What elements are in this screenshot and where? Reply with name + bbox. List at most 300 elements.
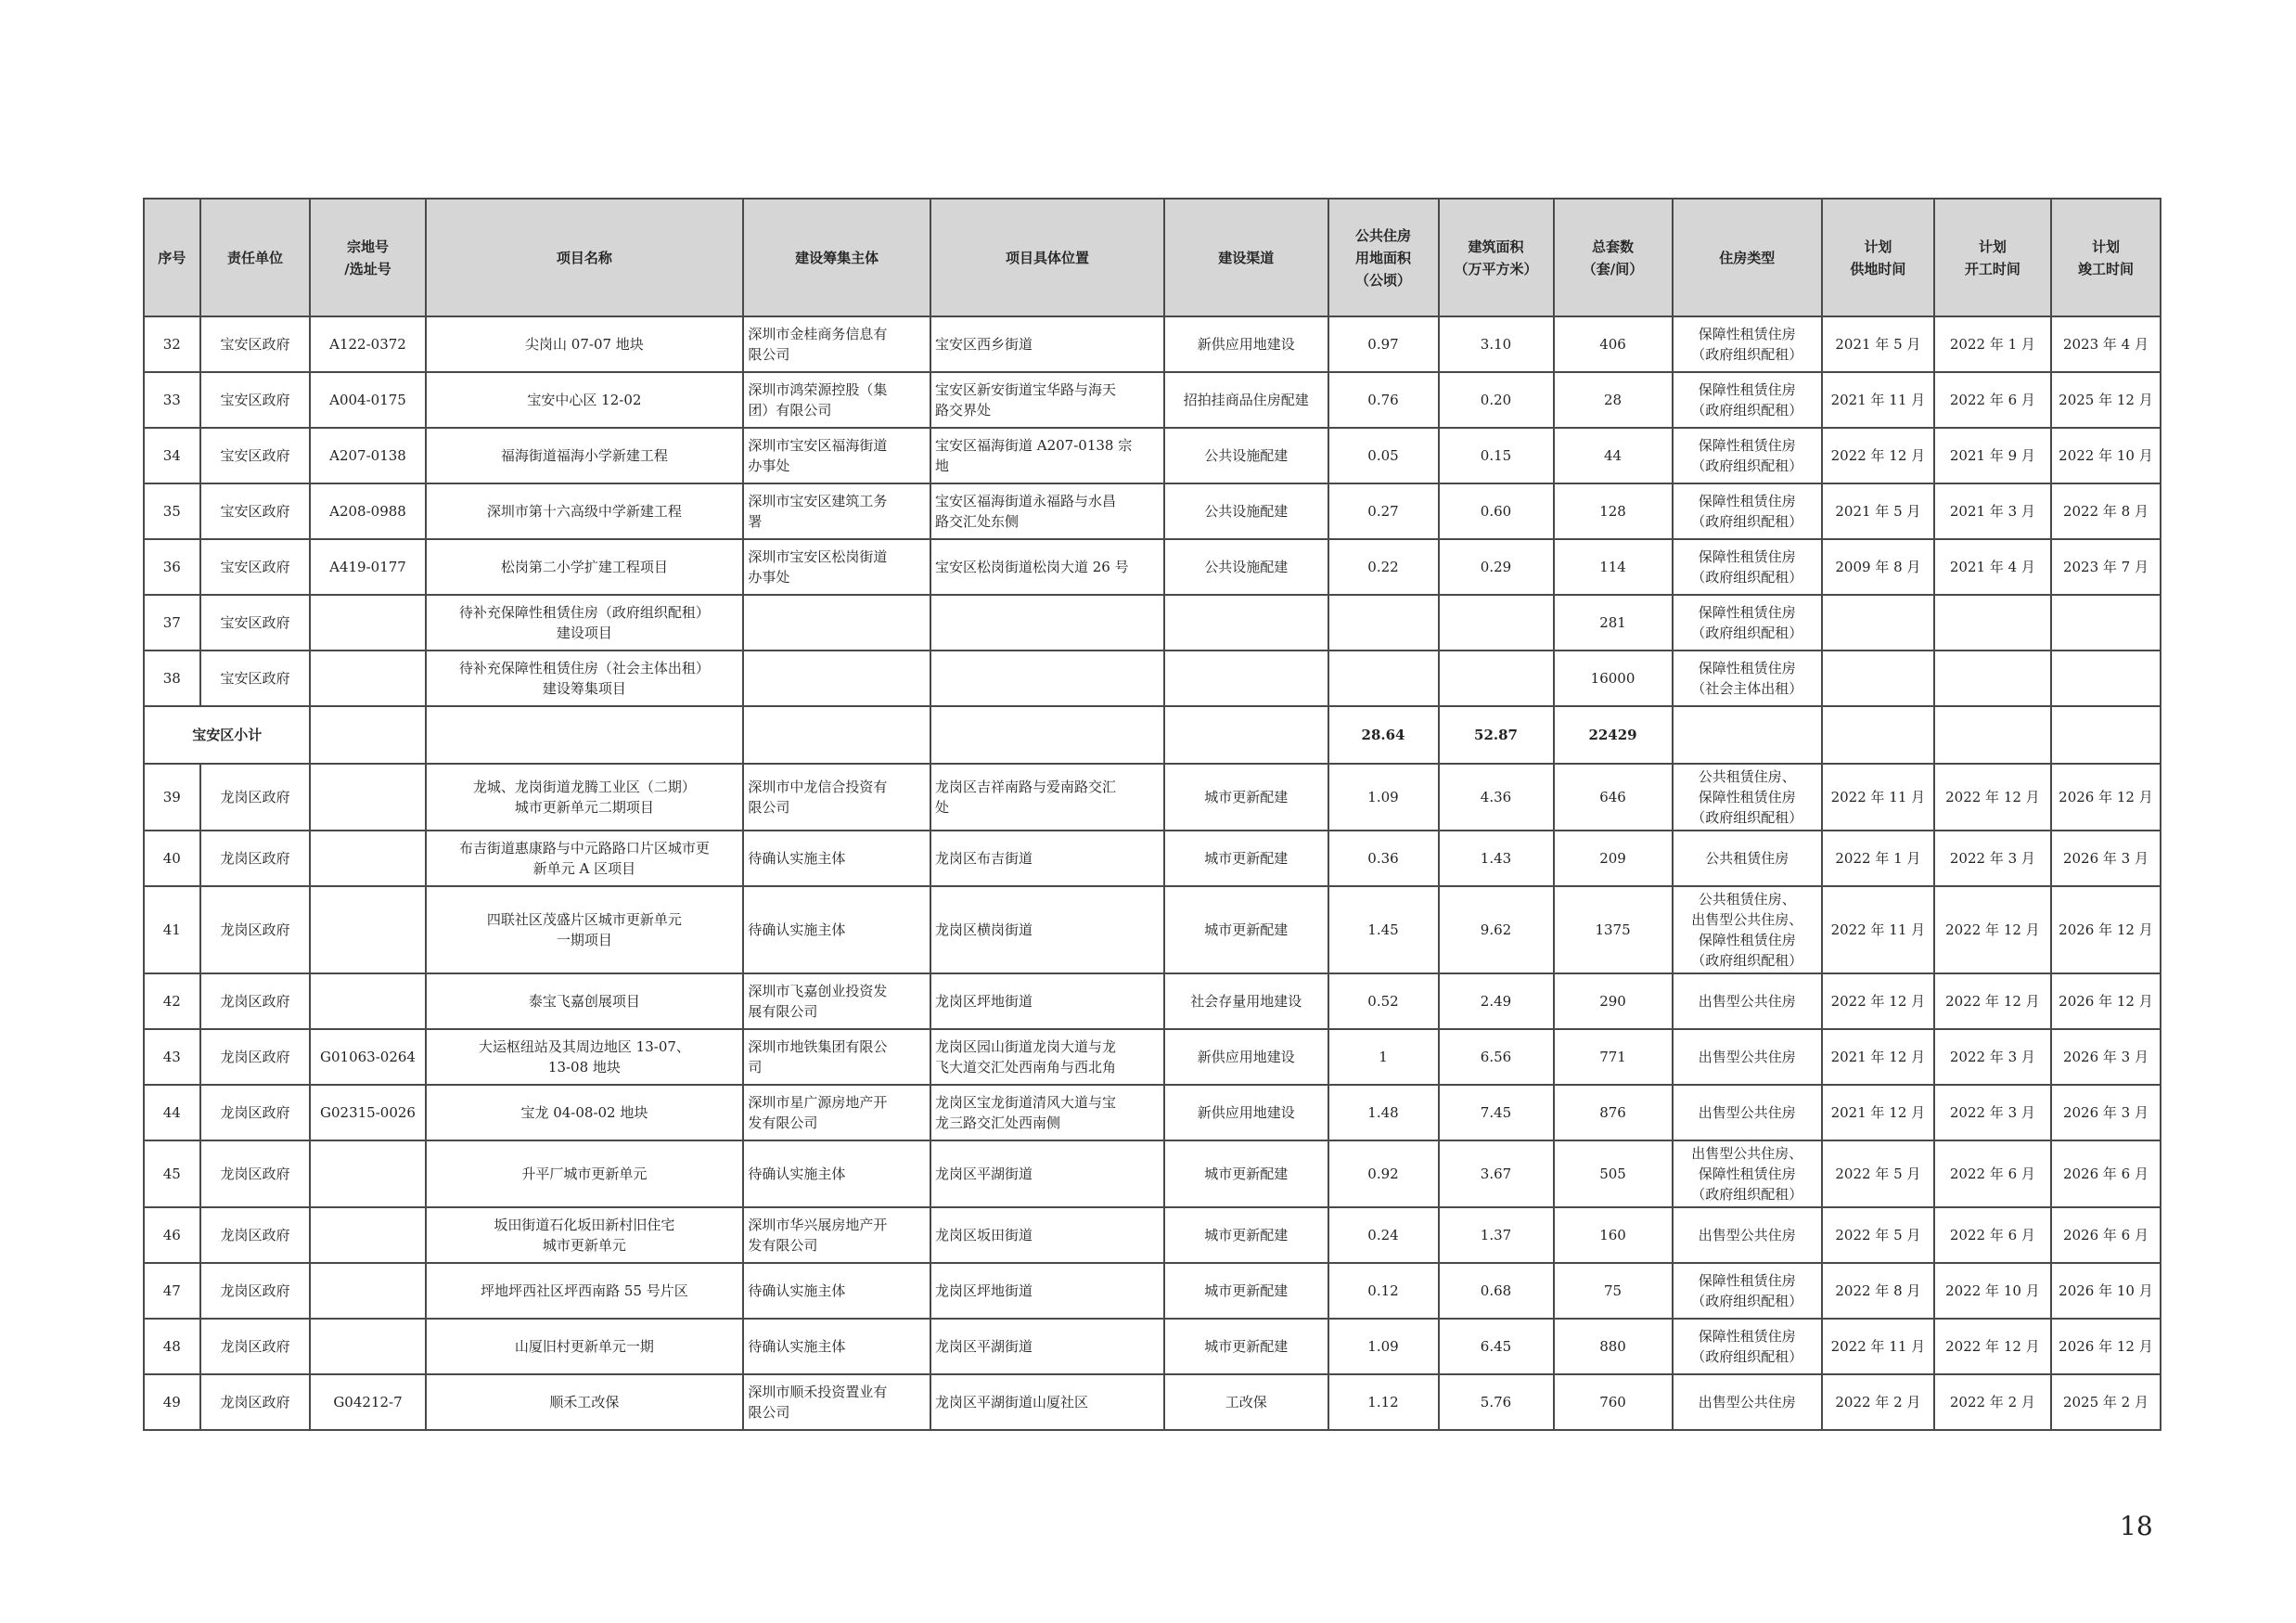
cell-responsible-unit: 龙岗区政府 bbox=[200, 1374, 311, 1430]
cell-index: 43 bbox=[144, 1029, 200, 1085]
cell-total-units: 760 bbox=[1554, 1374, 1673, 1430]
table-header-row bbox=[144, 199, 2161, 316]
cell-land-supply-date: 2022 年 12 月 bbox=[1822, 428, 1934, 483]
cell-parcel-no: A207-0138 bbox=[310, 428, 425, 483]
cell-land-area: 1.09 bbox=[1328, 1319, 1439, 1374]
cell-builder: 深圳市宝安区松岗街道 办事处 bbox=[743, 539, 930, 595]
table-row bbox=[144, 1374, 2161, 1430]
cell-responsible-unit: 宝安区政府 bbox=[200, 483, 311, 539]
cell-land-supply-date: 2022 年 11 月 bbox=[1822, 764, 1934, 831]
cell-start-date: 2022 年 3 月 bbox=[1934, 1085, 2051, 1140]
cell-floor-area: 9.62 bbox=[1439, 886, 1554, 973]
cell-floor-area: 2.49 bbox=[1439, 973, 1554, 1029]
cell-total-units: 876 bbox=[1554, 1085, 1673, 1140]
col-header-responsible-unit: 责任单位 bbox=[200, 199, 311, 316]
cell-land-supply-date: 2022 年 1 月 bbox=[1822, 831, 1934, 886]
cell-land-supply-date: 2021 年 11 月 bbox=[1822, 372, 1934, 428]
cell-parcel-no bbox=[310, 1319, 425, 1374]
table-cell bbox=[1822, 706, 1934, 764]
cell-housing-type: 保障性租赁住房 （政府组织配租） bbox=[1673, 1319, 1822, 1374]
cell-channel: 城市更新配建 bbox=[1164, 1207, 1328, 1263]
table-row bbox=[144, 764, 2161, 831]
subtotal-floor-area: 52.87 bbox=[1439, 706, 1554, 764]
cell-land-supply-date: 2009 年 8 月 bbox=[1822, 539, 1934, 595]
cell-channel: 城市更新配建 bbox=[1164, 831, 1328, 886]
cell-builder: 待确认实施主体 bbox=[743, 1263, 930, 1319]
cell-index: 45 bbox=[144, 1140, 200, 1207]
cell-builder: 待确认实施主体 bbox=[743, 1140, 930, 1207]
cell-housing-type: 出售型公共住房 bbox=[1673, 1029, 1822, 1085]
cell-completion-date: 2026 年 6 月 bbox=[2051, 1140, 2161, 1207]
cell-floor-area: 1.37 bbox=[1439, 1207, 1554, 1263]
table-row bbox=[144, 1263, 2161, 1319]
cell-total-units: 114 bbox=[1554, 539, 1673, 595]
cell-land-supply-date bbox=[1822, 650, 1934, 706]
cell-completion-date: 2025 年 2 月 bbox=[2051, 1374, 2161, 1430]
cell-project-name: 坪地坪西社区坪西南路 55 号片区 bbox=[426, 1263, 744, 1319]
cell-land-area: 0.27 bbox=[1328, 483, 1439, 539]
cell-project-name: 深圳市第十六高级中学新建工程 bbox=[426, 483, 744, 539]
cell-index: 36 bbox=[144, 539, 200, 595]
cell-total-units: 290 bbox=[1554, 973, 1673, 1029]
cell-location: 龙岗区宝龙街道清风大道与宝 龙三路交汇处西南侧 bbox=[930, 1085, 1164, 1140]
col-header-location: 项目具体位置 bbox=[930, 199, 1164, 316]
cell-floor-area: 6.45 bbox=[1439, 1319, 1554, 1374]
cell-start-date: 2022 年 6 月 bbox=[1934, 1207, 2051, 1263]
table-row bbox=[144, 372, 2161, 428]
cell-project-name: 顺禾工改保 bbox=[426, 1374, 744, 1430]
cell-start-date bbox=[1934, 650, 2051, 706]
cell-builder: 深圳市鸿荣源控股（集 团）有限公司 bbox=[743, 372, 930, 428]
cell-project-name: 升平厂城市更新单元 bbox=[426, 1140, 744, 1207]
cell-channel: 城市更新配建 bbox=[1164, 886, 1328, 973]
cell-land-area: 1 bbox=[1328, 1029, 1439, 1085]
cell-start-date: 2021 年 4 月 bbox=[1934, 539, 2051, 595]
cell-channel: 工改保 bbox=[1164, 1374, 1328, 1430]
cell-total-units: 44 bbox=[1554, 428, 1673, 483]
cell-builder: 深圳市飞嘉创业投资发 展有限公司 bbox=[743, 973, 930, 1029]
cell-responsible-unit: 宝安区政府 bbox=[200, 316, 311, 372]
col-header-floor-area: 建筑面积 （万平方米） bbox=[1439, 199, 1554, 316]
cell-channel: 新供应用地建设 bbox=[1164, 1085, 1328, 1140]
housing-project-table bbox=[143, 198, 2161, 1431]
cell-channel: 招拍挂商品住房配建 bbox=[1164, 372, 1328, 428]
cell-land-area: 0.97 bbox=[1328, 316, 1439, 372]
cell-start-date: 2022 年 12 月 bbox=[1934, 886, 2051, 973]
cell-floor-area bbox=[1439, 650, 1554, 706]
cell-index: 47 bbox=[144, 1263, 200, 1319]
cell-builder: 待确认实施主体 bbox=[743, 886, 930, 973]
cell-index: 32 bbox=[144, 316, 200, 372]
table-body-baoan bbox=[144, 316, 2161, 706]
cell-responsible-unit: 龙岗区政府 bbox=[200, 1263, 311, 1319]
cell-completion-date: 2026 年 3 月 bbox=[2051, 1085, 2161, 1140]
cell-housing-type: 保障性租赁住房 （政府组织配租） bbox=[1673, 483, 1822, 539]
cell-floor-area: 3.67 bbox=[1439, 1140, 1554, 1207]
table-cell bbox=[1934, 706, 2051, 764]
cell-location: 宝安区松岗街道松岗大道 26 号 bbox=[930, 539, 1164, 595]
subtotal-units: 22429 bbox=[1554, 706, 1673, 764]
cell-project-name: 布吉街道惠康路与中元路路口片区城市更 新单元 A 区项目 bbox=[426, 831, 744, 886]
cell-channel: 公共设施配建 bbox=[1164, 428, 1328, 483]
table-row bbox=[144, 316, 2161, 372]
table-subtotal bbox=[144, 706, 2161, 764]
cell-location: 龙岗区平湖街道 bbox=[930, 1319, 1164, 1374]
cell-total-units: 75 bbox=[1554, 1263, 1673, 1319]
cell-location: 龙岗区园山街道龙岗大道与龙 飞大道交汇处西南角与西北角 bbox=[930, 1029, 1164, 1085]
cell-responsible-unit: 宝安区政府 bbox=[200, 372, 311, 428]
cell-completion-date: 2026 年 12 月 bbox=[2051, 1319, 2161, 1374]
cell-channel: 城市更新配建 bbox=[1164, 1263, 1328, 1319]
cell-builder bbox=[743, 595, 930, 650]
col-header-start-date: 计划 开工时间 bbox=[1934, 199, 2051, 316]
cell-builder: 深圳市顺禾投资置业有 限公司 bbox=[743, 1374, 930, 1430]
cell-channel: 新供应用地建设 bbox=[1164, 316, 1328, 372]
cell-housing-type: 保障性租赁住房 （政府组织配租） bbox=[1673, 539, 1822, 595]
cell-total-units: 16000 bbox=[1554, 650, 1673, 706]
cell-builder: 深圳市星广源房地产开 发有限公司 bbox=[743, 1085, 930, 1140]
cell-start-date: 2022 年 12 月 bbox=[1934, 764, 2051, 831]
cell-completion-date: 2026 年 12 月 bbox=[2051, 764, 2161, 831]
cell-builder: 待确认实施主体 bbox=[743, 1319, 930, 1374]
table-cell bbox=[930, 706, 1164, 764]
cell-floor-area bbox=[1439, 595, 1554, 650]
cell-land-area bbox=[1328, 595, 1439, 650]
cell-land-supply-date: 2021 年 5 月 bbox=[1822, 316, 1934, 372]
cell-channel bbox=[1164, 650, 1328, 706]
page-number: 18 bbox=[2120, 1511, 2153, 1541]
cell-completion-date bbox=[2051, 595, 2161, 650]
cell-completion-date: 2026 年 3 月 bbox=[2051, 831, 2161, 886]
table-row bbox=[144, 1319, 2161, 1374]
cell-land-supply-date: 2022 年 8 月 bbox=[1822, 1263, 1934, 1319]
cell-floor-area: 1.43 bbox=[1439, 831, 1554, 886]
table-cell bbox=[310, 706, 425, 764]
cell-responsible-unit: 宝安区政府 bbox=[200, 539, 311, 595]
cell-location: 宝安区福海街道 A207-0138 宗 地 bbox=[930, 428, 1164, 483]
col-header-index: 序号 bbox=[144, 199, 200, 316]
cell-total-units: 28 bbox=[1554, 372, 1673, 428]
cell-floor-area: 0.20 bbox=[1439, 372, 1554, 428]
cell-index: 41 bbox=[144, 886, 200, 973]
cell-project-name: 松岗第二小学扩建工程项目 bbox=[426, 539, 744, 595]
cell-land-supply-date: 2021 年 12 月 bbox=[1822, 1029, 1934, 1085]
cell-total-units: 646 bbox=[1554, 764, 1673, 831]
cell-floor-area: 0.68 bbox=[1439, 1263, 1554, 1319]
cell-channel: 城市更新配建 bbox=[1164, 764, 1328, 831]
table-row bbox=[144, 428, 2161, 483]
cell-index: 49 bbox=[144, 1374, 200, 1430]
cell-index: 39 bbox=[144, 764, 200, 831]
cell-index: 37 bbox=[144, 595, 200, 650]
cell-land-area: 0.36 bbox=[1328, 831, 1439, 886]
cell-housing-type: 公共租赁住房 bbox=[1673, 831, 1822, 886]
cell-parcel-no bbox=[310, 650, 425, 706]
cell-builder: 深圳市宝安区建筑工务 署 bbox=[743, 483, 930, 539]
table-row bbox=[144, 973, 2161, 1029]
cell-parcel-no: A122-0372 bbox=[310, 316, 425, 372]
cell-builder: 待确认实施主体 bbox=[743, 831, 930, 886]
cell-parcel-no bbox=[310, 764, 425, 831]
cell-project-name: 尖岗山 07-07 地块 bbox=[426, 316, 744, 372]
cell-responsible-unit: 龙岗区政府 bbox=[200, 1140, 311, 1207]
cell-land-supply-date: 2022 年 5 月 bbox=[1822, 1207, 1934, 1263]
cell-parcel-no bbox=[310, 1207, 425, 1263]
cell-parcel-no bbox=[310, 595, 425, 650]
cell-housing-type: 保障性租赁住房 （政府组织配租） bbox=[1673, 1263, 1822, 1319]
cell-responsible-unit: 龙岗区政府 bbox=[200, 1029, 311, 1085]
cell-builder: 深圳市地铁集团有限公 司 bbox=[743, 1029, 930, 1085]
cell-responsible-unit: 龙岗区政府 bbox=[200, 1319, 311, 1374]
cell-land-area: 0.92 bbox=[1328, 1140, 1439, 1207]
subtotal-label: 宝安区小计 bbox=[144, 706, 310, 764]
cell-total-units: 880 bbox=[1554, 1319, 1673, 1374]
cell-location: 龙岗区平湖街道山厦社区 bbox=[930, 1374, 1164, 1430]
cell-land-supply-date: 2022 年 5 月 bbox=[1822, 1140, 1934, 1207]
col-header-channel: 建设渠道 bbox=[1164, 199, 1328, 316]
cell-floor-area: 0.29 bbox=[1439, 539, 1554, 595]
col-header-parcel-no: 宗地号 /选址号 bbox=[310, 199, 425, 316]
cell-location: 宝安区西乡街道 bbox=[930, 316, 1164, 372]
table-row bbox=[144, 1085, 2161, 1140]
col-header-builder: 建设筹集主体 bbox=[743, 199, 930, 316]
cell-housing-type: 出售型公共住房 bbox=[1673, 973, 1822, 1029]
cell-index: 40 bbox=[144, 831, 200, 886]
cell-completion-date: 2026 年 6 月 bbox=[2051, 1207, 2161, 1263]
cell-parcel-no: A208-0988 bbox=[310, 483, 425, 539]
cell-land-area: 0.05 bbox=[1328, 428, 1439, 483]
cell-total-units: 1375 bbox=[1554, 886, 1673, 973]
cell-channel: 城市更新配建 bbox=[1164, 1319, 1328, 1374]
cell-channel: 新供应用地建设 bbox=[1164, 1029, 1328, 1085]
cell-index: 34 bbox=[144, 428, 200, 483]
cell-parcel-no: G01063-0264 bbox=[310, 1029, 425, 1085]
cell-responsible-unit: 龙岗区政府 bbox=[200, 831, 311, 886]
cell-land-area: 1.48 bbox=[1328, 1085, 1439, 1140]
cell-housing-type: 公共租赁住房、 保障性租赁住房 （政府组织配租） bbox=[1673, 764, 1822, 831]
cell-channel: 社会存量用地建设 bbox=[1164, 973, 1328, 1029]
cell-location: 宝安区新安街道宝华路与海天 路交界处 bbox=[930, 372, 1164, 428]
cell-housing-type: 公共租赁住房、 出售型公共住房、 保障性租赁住房 （政府组织配租） bbox=[1673, 886, 1822, 973]
cell-project-name: 宝安中心区 12-02 bbox=[426, 372, 744, 428]
cell-builder: 深圳市金桂商务信息有 限公司 bbox=[743, 316, 930, 372]
cell-housing-type: 出售型公共住房、 保障性租赁住房 （政府组织配租） bbox=[1673, 1140, 1822, 1207]
cell-project-name: 待补充保障性租赁住房（社会主体出租） 建设筹集项目 bbox=[426, 650, 744, 706]
cell-total-units: 209 bbox=[1554, 831, 1673, 886]
cell-location: 龙岗区坪地街道 bbox=[930, 973, 1164, 1029]
cell-builder: 深圳市宝安区福海街道 办事处 bbox=[743, 428, 930, 483]
table-cell bbox=[743, 706, 930, 764]
cell-start-date: 2022 年 2 月 bbox=[1934, 1374, 2051, 1430]
cell-builder: 深圳市华兴展房地产开 发有限公司 bbox=[743, 1207, 930, 1263]
table-cell bbox=[2051, 706, 2161, 764]
cell-index: 33 bbox=[144, 372, 200, 428]
cell-floor-area: 3.10 bbox=[1439, 316, 1554, 372]
cell-start-date: 2022 年 12 月 bbox=[1934, 1319, 2051, 1374]
cell-project-name: 四联社区茂盛片区城市更新单元 一期项目 bbox=[426, 886, 744, 973]
cell-land-supply-date: 2021 年 5 月 bbox=[1822, 483, 1934, 539]
col-header-land-supply-date: 计划 供地时间 bbox=[1822, 199, 1934, 316]
table-row bbox=[144, 1029, 2161, 1085]
cell-parcel-no bbox=[310, 1140, 425, 1207]
cell-floor-area: 4.36 bbox=[1439, 764, 1554, 831]
col-header-completion-date: 计划 竣工时间 bbox=[2051, 199, 2161, 316]
table-row bbox=[144, 886, 2161, 973]
table-cell bbox=[1164, 706, 1328, 764]
cell-land-supply-date: 2022 年 12 月 bbox=[1822, 973, 1934, 1029]
cell-start-date: 2022 年 10 月 bbox=[1934, 1263, 2051, 1319]
col-header-housing-type: 住房类型 bbox=[1673, 199, 1822, 316]
cell-project-name: 山厦旧村更新单元一期 bbox=[426, 1319, 744, 1374]
cell-builder bbox=[743, 650, 930, 706]
cell-land-area bbox=[1328, 650, 1439, 706]
cell-total-units: 281 bbox=[1554, 595, 1673, 650]
cell-housing-type: 保障性租赁住房 （社会主体出租） bbox=[1673, 650, 1822, 706]
cell-completion-date: 2022 年 10 月 bbox=[2051, 428, 2161, 483]
cell-completion-date: 2023 年 7 月 bbox=[2051, 539, 2161, 595]
cell-completion-date bbox=[2051, 650, 2161, 706]
cell-responsible-unit: 龙岗区政府 bbox=[200, 764, 311, 831]
cell-housing-type: 出售型公共住房 bbox=[1673, 1374, 1822, 1430]
cell-location bbox=[930, 595, 1164, 650]
col-header-total-units: 总套数 （套/间） bbox=[1554, 199, 1673, 316]
cell-index: 35 bbox=[144, 483, 200, 539]
cell-total-units: 771 bbox=[1554, 1029, 1673, 1085]
cell-start-date: 2022 年 3 月 bbox=[1934, 1029, 2051, 1085]
table-row bbox=[144, 595, 2161, 650]
cell-location: 宝安区福海街道永福路与水昌 路交汇处东侧 bbox=[930, 483, 1164, 539]
cell-responsible-unit: 宝安区政府 bbox=[200, 428, 311, 483]
cell-land-area: 0.12 bbox=[1328, 1263, 1439, 1319]
cell-responsible-unit: 龙岗区政府 bbox=[200, 1085, 311, 1140]
cell-land-supply-date bbox=[1822, 595, 1934, 650]
cell-responsible-unit: 宝安区政府 bbox=[200, 595, 311, 650]
cell-land-area: 0.22 bbox=[1328, 539, 1439, 595]
cell-parcel-no: A419-0177 bbox=[310, 539, 425, 595]
cell-project-name: 待补充保障性租赁住房（政府组织配租） 建设项目 bbox=[426, 595, 744, 650]
cell-index: 46 bbox=[144, 1207, 200, 1263]
cell-parcel-no bbox=[310, 1263, 425, 1319]
cell-project-name: 泰宝飞嘉创展项目 bbox=[426, 973, 744, 1029]
cell-location: 龙岗区坪地街道 bbox=[930, 1263, 1164, 1319]
table-row bbox=[144, 1140, 2161, 1207]
cell-index: 48 bbox=[144, 1319, 200, 1374]
table-cell bbox=[1673, 706, 1822, 764]
cell-project-name: 大运枢纽站及其周边地区 13-07、 13-08 地块 bbox=[426, 1029, 744, 1085]
cell-total-units: 505 bbox=[1554, 1140, 1673, 1207]
cell-parcel-no bbox=[310, 831, 425, 886]
cell-location bbox=[930, 650, 1164, 706]
cell-channel: 城市更新配建 bbox=[1164, 1140, 1328, 1207]
cell-responsible-unit: 宝安区政府 bbox=[200, 650, 311, 706]
cell-start-date: 2021 年 9 月 bbox=[1934, 428, 2051, 483]
cell-completion-date: 2026 年 10 月 bbox=[2051, 1263, 2161, 1319]
cell-project-name: 龙城、龙岗街道龙腾工业区（二期） 城市更新单元二期项目 bbox=[426, 764, 744, 831]
cell-completion-date: 2026 年 3 月 bbox=[2051, 1029, 2161, 1085]
cell-housing-type: 保障性租赁住房 （政府组织配租） bbox=[1673, 372, 1822, 428]
col-header-land-area: 公共住房 用地面积 （公顷） bbox=[1328, 199, 1439, 316]
cell-channel: 公共设施配建 bbox=[1164, 539, 1328, 595]
cell-project-name: 宝龙 04-08-02 地块 bbox=[426, 1085, 744, 1140]
cell-completion-date: 2023 年 4 月 bbox=[2051, 316, 2161, 372]
cell-index: 42 bbox=[144, 973, 200, 1029]
cell-start-date: 2022 年 1 月 bbox=[1934, 316, 2051, 372]
cell-total-units: 406 bbox=[1554, 316, 1673, 372]
cell-land-supply-date: 2022 年 2 月 bbox=[1822, 1374, 1934, 1430]
cell-project-name: 福海街道福海小学新建工程 bbox=[426, 428, 744, 483]
cell-land-area: 1.45 bbox=[1328, 886, 1439, 973]
table-row bbox=[144, 539, 2161, 595]
cell-floor-area: 5.76 bbox=[1439, 1374, 1554, 1430]
cell-parcel-no: G04212-7 bbox=[310, 1374, 425, 1430]
cell-channel: 公共设施配建 bbox=[1164, 483, 1328, 539]
table-row bbox=[144, 1207, 2161, 1263]
cell-project-name: 坂田街道石化坂田新村旧住宅 城市更新单元 bbox=[426, 1207, 744, 1263]
cell-responsible-unit: 龙岗区政府 bbox=[200, 973, 311, 1029]
cell-total-units: 128 bbox=[1554, 483, 1673, 539]
cell-land-area: 0.52 bbox=[1328, 973, 1439, 1029]
cell-index: 38 bbox=[144, 650, 200, 706]
cell-land-area: 1.09 bbox=[1328, 764, 1439, 831]
cell-floor-area: 0.60 bbox=[1439, 483, 1554, 539]
cell-floor-area: 7.45 bbox=[1439, 1085, 1554, 1140]
cell-total-units: 160 bbox=[1554, 1207, 1673, 1263]
cell-location: 龙岗区横岗街道 bbox=[930, 886, 1164, 973]
cell-start-date: 2022 年 6 月 bbox=[1934, 372, 2051, 428]
cell-completion-date: 2025 年 12 月 bbox=[2051, 372, 2161, 428]
cell-location: 龙岗区坂田街道 bbox=[930, 1207, 1164, 1263]
table-cell bbox=[426, 706, 744, 764]
cell-housing-type: 保障性租赁住房 （政府组织配租） bbox=[1673, 316, 1822, 372]
cell-land-supply-date: 2022 年 11 月 bbox=[1822, 1319, 1934, 1374]
cell-start-date: 2021 年 3 月 bbox=[1934, 483, 2051, 539]
cell-start-date bbox=[1934, 595, 2051, 650]
cell-floor-area: 6.56 bbox=[1439, 1029, 1554, 1085]
cell-land-supply-date: 2022 年 11 月 bbox=[1822, 886, 1934, 973]
cell-housing-type: 保障性租赁住房 （政府组织配租） bbox=[1673, 595, 1822, 650]
cell-location: 龙岗区布吉街道 bbox=[930, 831, 1164, 886]
cell-parcel-no: G02315-0026 bbox=[310, 1085, 425, 1140]
cell-land-supply-date: 2021 年 12 月 bbox=[1822, 1085, 1934, 1140]
cell-start-date: 2022 年 3 月 bbox=[1934, 831, 2051, 886]
cell-responsible-unit: 龙岗区政府 bbox=[200, 1207, 311, 1263]
cell-location: 龙岗区平湖街道 bbox=[930, 1140, 1164, 1207]
table-row bbox=[144, 650, 2161, 706]
cell-housing-type: 出售型公共住房 bbox=[1673, 1085, 1822, 1140]
cell-land-area: 0.76 bbox=[1328, 372, 1439, 428]
cell-floor-area: 0.15 bbox=[1439, 428, 1554, 483]
col-header-project-name: 项目名称 bbox=[426, 199, 744, 316]
cell-index: 44 bbox=[144, 1085, 200, 1140]
cell-land-area: 1.12 bbox=[1328, 1374, 1439, 1430]
cell-start-date: 2022 年 12 月 bbox=[1934, 973, 2051, 1029]
cell-land-area: 0.24 bbox=[1328, 1207, 1439, 1263]
subtotal-row bbox=[144, 706, 2161, 764]
cell-builder: 深圳市中龙信合投资有 限公司 bbox=[743, 764, 930, 831]
cell-housing-type: 保障性租赁住房 （政府组织配租） bbox=[1673, 428, 1822, 483]
cell-completion-date: 2022 年 8 月 bbox=[2051, 483, 2161, 539]
cell-completion-date: 2026 年 12 月 bbox=[2051, 973, 2161, 1029]
cell-completion-date: 2026 年 12 月 bbox=[2051, 886, 2161, 973]
cell-housing-type: 出售型公共住房 bbox=[1673, 1207, 1822, 1263]
cell-responsible-unit: 龙岗区政府 bbox=[200, 886, 311, 973]
table-row bbox=[144, 483, 2161, 539]
table-body-longgang bbox=[144, 764, 2161, 1430]
cell-parcel-no bbox=[310, 973, 425, 1029]
table-row bbox=[144, 831, 2161, 886]
cell-channel bbox=[1164, 595, 1328, 650]
subtotal-land-area: 28.64 bbox=[1328, 706, 1439, 764]
